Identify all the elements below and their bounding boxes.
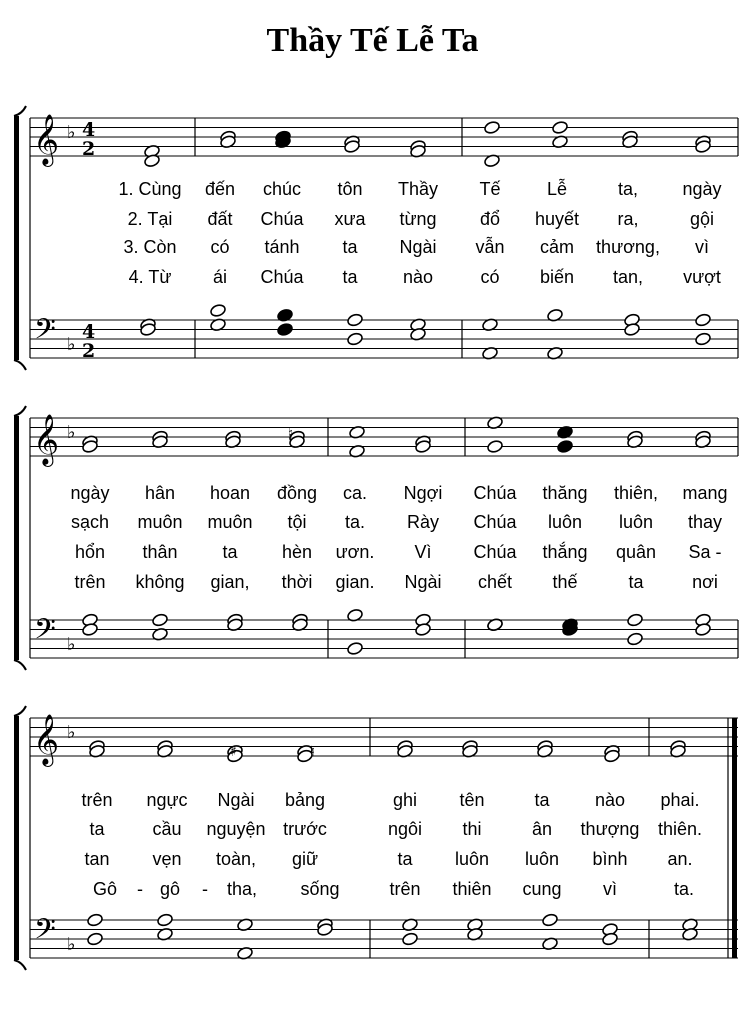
lyric-syllable: gô: [159, 879, 181, 899]
lyric-syllable: nào: [402, 267, 434, 287]
lyric-syllable: thương,: [596, 237, 660, 257]
lyric-syllable: muôn: [207, 512, 253, 532]
lyric-syllable: mang: [682, 483, 728, 503]
lyric-syllable: cung: [522, 879, 562, 899]
lyric-syllable: -: [137, 879, 143, 899]
lyric-syllable: Ngài: [399, 237, 437, 257]
note-head: [347, 313, 364, 327]
system-bracket: [14, 716, 19, 960]
flat-icon: ♭: [67, 934, 76, 955]
lyric-syllable: bình: [592, 849, 628, 869]
time-sig-top: 4: [82, 119, 96, 141]
bracket-bottom: [14, 660, 26, 670]
flat-icon: ♭: [67, 122, 76, 143]
lyric-syllable: hoan: [209, 483, 251, 503]
note-head: [347, 332, 364, 346]
lyric-syllable: thế: [552, 572, 578, 592]
note-head: [152, 613, 169, 627]
lyric-syllable: thăng: [542, 483, 588, 503]
lyric-syllable: vẫn: [475, 237, 505, 257]
system-bracket: [14, 416, 19, 660]
bracket-bottom: [14, 960, 26, 970]
lyric-syllable: đất: [207, 209, 233, 229]
lyric-syllable: có: [480, 267, 500, 287]
treble-clef-icon: 𝄞: [33, 714, 60, 765]
lyric-syllable: thượng: [580, 819, 640, 839]
lyric-syllable: ta: [89, 819, 105, 839]
lyric-syllable: vì: [694, 237, 710, 257]
page-title: Thầy Tế Lễ Ta: [266, 22, 479, 59]
bracket-top: [14, 706, 26, 716]
lyric-syllable: trên: [389, 879, 421, 899]
lyric-syllable: tội: [287, 512, 307, 532]
bracket-top: [14, 106, 26, 116]
time-sig-bottom: 2: [82, 138, 96, 160]
lyric-syllable: thân: [142, 542, 178, 562]
lyric-syllable: trên: [74, 572, 106, 592]
lyric-syllable: ngực: [146, 790, 188, 810]
lyric-syllable: có: [210, 237, 230, 257]
lyric-syllable: thi: [462, 819, 482, 839]
note-head: [487, 439, 504, 453]
lyric-syllable: trên: [81, 790, 113, 810]
note-head: [157, 913, 174, 927]
treble-clef-icon: 𝄞: [33, 414, 60, 465]
lyric-syllable: luôn: [524, 849, 560, 869]
lyric-syllable: Ngài: [217, 790, 255, 810]
sharp-icon: ♯: [230, 744, 237, 760]
time-sig-bottom: 2: [82, 340, 96, 362]
lyric-syllable: ân: [531, 819, 553, 839]
lyric-syllable: thay: [687, 512, 723, 532]
lyric-syllable: Chúa: [260, 209, 304, 229]
natural-icon: ♮: [310, 744, 316, 760]
note-head: [627, 613, 644, 627]
natural-icon: ♮: [288, 426, 294, 442]
lyric-syllable: chết: [477, 572, 513, 592]
note-head: [484, 120, 501, 134]
lyric-syllable: phai.: [660, 790, 700, 810]
lyric-syllable: 1. Cùng: [118, 179, 182, 199]
lyric-syllable: tan: [84, 849, 110, 869]
lyric-syllable: vượt: [683, 267, 721, 287]
lyric-syllable: Chúa: [473, 483, 517, 503]
time-sig-top: 4: [82, 321, 96, 343]
lyric-syllable: nguyện: [206, 819, 266, 839]
lyric-syllable: bảng: [284, 790, 326, 810]
lyric-syllable: không: [135, 572, 185, 592]
lyric-syllable: thiên: [452, 879, 492, 899]
lyric-syllable: ta: [342, 267, 358, 287]
system-bracket: [14, 116, 19, 360]
lyric-syllable: Lễ: [546, 179, 568, 199]
lyric-syllable: tánh: [264, 237, 300, 257]
lyric-syllable: cầu: [152, 819, 182, 839]
lyric-syllable: 4. Từ: [128, 267, 172, 287]
lyric-syllable: ta: [628, 572, 644, 592]
note-head: [695, 332, 712, 346]
lyric-syllable: 3. Còn: [123, 237, 177, 257]
note-head: [557, 439, 574, 453]
note-head: [277, 322, 294, 336]
lyric-syllable: tha,: [226, 879, 258, 899]
lyric-syllable: xưa: [334, 209, 366, 229]
lyric-syllable: ngày: [70, 483, 110, 503]
lyric-syllable: tôn: [337, 179, 363, 199]
lyric-syllable: giữ: [291, 849, 319, 869]
lyric-syllable: sống: [300, 879, 340, 899]
lyric-syllable: ái: [212, 267, 228, 287]
lyric-syllable: cảm: [539, 237, 575, 257]
lyric-syllable: thời: [281, 572, 313, 592]
lyric-syllable: nơi: [692, 572, 718, 592]
lyric-syllable: Ngài: [404, 572, 442, 592]
bass-clef-icon: 𝄢: [34, 313, 56, 353]
flat-icon: ♭: [67, 722, 76, 743]
lyric-syllable: Rày: [406, 512, 440, 532]
lyric-syllable: luôn: [454, 849, 490, 869]
lyric-syllable: thiên.: [657, 819, 703, 839]
lyric-syllable: chúc: [262, 179, 302, 199]
lyric-syllable: ca.: [342, 483, 368, 503]
note-head: [87, 932, 104, 946]
bracket-bottom: [14, 360, 26, 370]
bass-clef-icon: 𝄢: [34, 613, 56, 653]
lyric-syllable: luôn: [618, 512, 654, 532]
lyric-syllable: gian,: [210, 572, 250, 592]
flat-icon: ♭: [67, 422, 76, 443]
lyric-syllable: -: [202, 879, 208, 899]
note-head: [210, 303, 227, 317]
bracket-top: [14, 406, 26, 416]
lyric-syllable: thắng: [542, 542, 588, 562]
lyric-syllable: ta.: [673, 879, 695, 899]
lyric-syllable: đến: [204, 179, 236, 199]
lyric-syllable: 2. Tại: [127, 209, 173, 229]
lyric-syllable: đổ: [479, 209, 501, 229]
lyric-syllable: gian.: [335, 572, 375, 592]
lyric-syllable: trước: [283, 819, 327, 839]
lyric-syllable: nào: [594, 790, 626, 810]
lyric-syllable: ra,: [617, 209, 639, 229]
note-head: [695, 313, 712, 327]
lyric-syllable: tên: [459, 790, 485, 810]
lyric-syllable: Chúa: [260, 267, 304, 287]
lyric-syllable: ta: [342, 237, 358, 257]
lyric-syllable: hổn: [74, 542, 106, 562]
note-head: [347, 641, 364, 655]
lyric-syllable: ta: [222, 542, 238, 562]
lyric-syllable: Tế: [479, 179, 501, 199]
lyric-syllable: hèn: [281, 542, 313, 562]
lyric-syllable: thiên,: [613, 483, 659, 503]
lyric-syllable: biến: [539, 267, 575, 287]
lyric-syllable: Chúa: [473, 512, 517, 532]
lyric-syllable: vì: [602, 879, 618, 899]
lyric-syllable: Vì: [414, 542, 432, 562]
bass-clef-icon: 𝄢: [34, 913, 56, 953]
lyric-syllable: từng: [399, 209, 437, 229]
lyric-syllable: ta,: [617, 179, 639, 199]
final-barline-thick: [732, 718, 737, 958]
lyric-syllable: muôn: [137, 512, 183, 532]
note-head: [542, 913, 559, 927]
note-head: [87, 913, 104, 927]
flat-icon: ♭: [67, 634, 76, 655]
lyric-syllable: an.: [667, 849, 693, 869]
lyric-syllable: Gô: [92, 879, 118, 899]
lyric-syllable: luôn: [547, 512, 583, 532]
lyric-syllable: ta: [397, 849, 413, 869]
lyric-syllable: ta.: [344, 512, 366, 532]
lyric-syllable: quân: [615, 542, 657, 562]
lyric-syllable: Chúa: [473, 542, 517, 562]
lyric-syllable: Ngợi: [403, 483, 443, 503]
lyric-syllable: ta: [534, 790, 550, 810]
lyric-syllable: toàn,: [215, 849, 257, 869]
lyric-syllable: đồng: [276, 483, 318, 503]
lyric-syllable: ngày: [682, 179, 722, 199]
lyric-syllable: hân: [144, 483, 176, 503]
lyric-syllable: ươn.: [335, 542, 375, 562]
lyric-syllable: tan,: [612, 267, 644, 287]
lyric-syllable: huyết: [534, 209, 580, 229]
lyric-syllable: ngôi: [387, 819, 423, 839]
lyric-syllable: Thầy: [397, 179, 439, 199]
note-head: [627, 632, 644, 646]
note-head: [552, 120, 569, 134]
lyric-syllable: ghi: [392, 790, 418, 810]
note-head: [402, 932, 419, 946]
lyric-syllable: Sa -: [688, 542, 722, 562]
lyric-syllable: vẹn: [152, 849, 182, 869]
flat-icon: ♭: [67, 334, 76, 355]
lyric-syllable: sạch: [70, 512, 110, 532]
treble-clef-icon: 𝄞: [33, 114, 60, 165]
lyric-syllable: gội: [689, 209, 715, 229]
